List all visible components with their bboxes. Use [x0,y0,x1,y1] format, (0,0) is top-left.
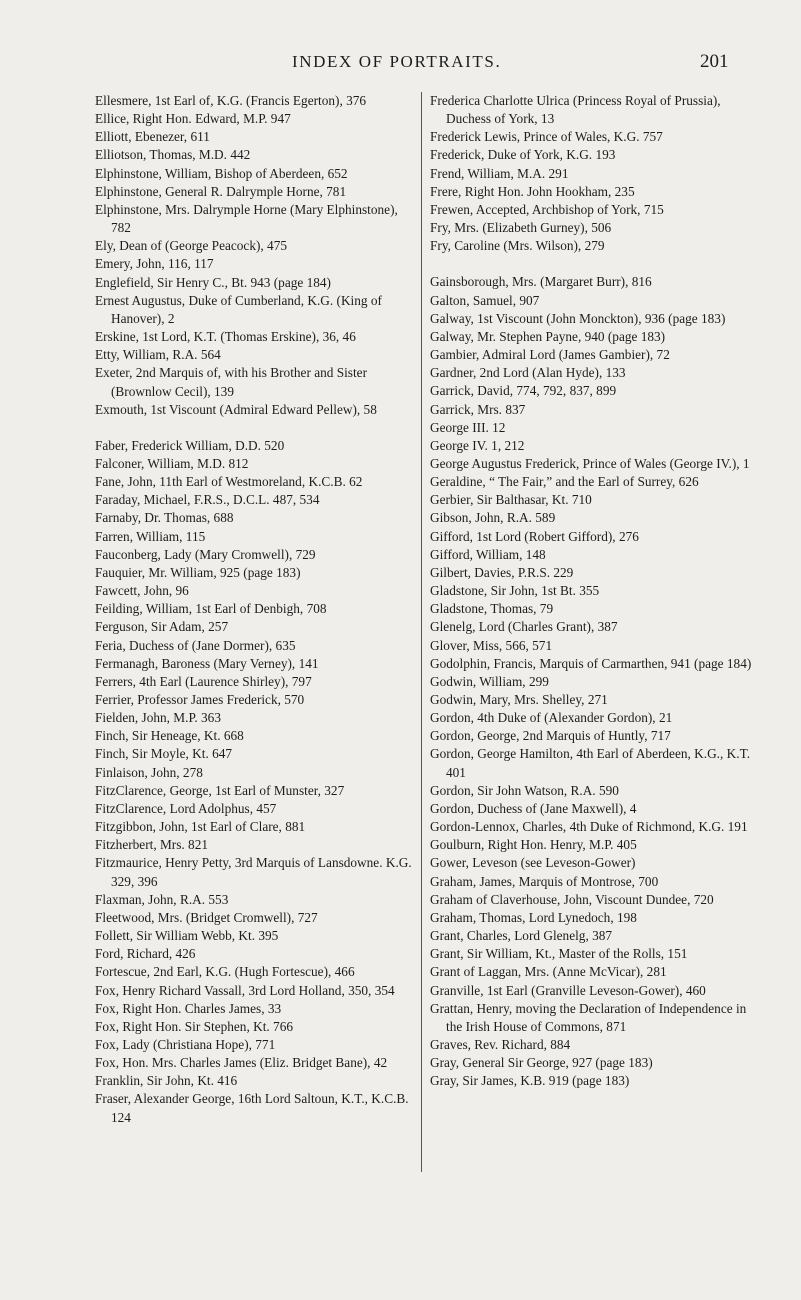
index-entry: Frederick Lewis, Prince of Wales, K.G. 757 [430,129,663,145]
index-entry: FitzClarence, Lord Adolphus, 457 [95,800,277,816]
index-entry: Godolphin, Francis, Marquis of Carmarthen, 941 (page 184) [430,655,752,671]
index-entry: Galway, Mr. Stephen Payne, 940 (page 183) [430,328,666,344]
index-entry: Ernest Augustus, Duke of Cumberland, K.G. (King of Hanover), 2 [95,292,382,326]
index-entry: Ferrers, 4th Earl (Laurence Shirley), 797 [95,673,312,689]
index-entry: Fane, John, 11th Earl of Westmoreland, K.C.B. 62 [95,474,363,490]
index-entry: Fawcett, John, 96 [95,583,189,599]
index-entry: Grant, Sir William, Kt., Master of the Rolls, 151 [430,946,688,962]
index-entry: Falconer, William, M.D. 812 [95,455,249,471]
index-entry: Grattan, Henry, moving the Declaration of Independence in the Irish House of Commons, 871 [430,1000,747,1034]
index-entry: Graham, Thomas, Lord Lynedoch, 198 [430,909,637,925]
index-entry: Fielden, John, M.P. 363 [95,710,221,726]
index-entry: Frend, William, M.A. 291 [430,165,569,181]
index-entry: Frederick, Duke of York, K.G. 193 [430,147,616,163]
index-entry: Farnaby, Dr. Thomas, 688 [95,510,234,526]
index-entry: Exmouth, 1st Viscount (Admiral Edward Pellew), 58 [95,401,377,417]
index-entry: Feria, Duchess of (Jane Dormer), 635 [95,637,296,653]
index-entry: Glenelg, Lord (Charles Grant), 387 [430,619,618,635]
index-entry: Fox, Hon. Mrs. Charles James (Eliz. Bridget Bane), 42 [95,1055,388,1071]
index-entry: Galway, 1st Viscount (John Monckton), 936 (page 183) [430,310,726,326]
index-entry: Englefield, Sir Henry C., Bt. 943 (page 184) [95,274,331,290]
index-entry: Finlaison, John, 278 [95,764,203,780]
index-entry: Emery, John, 116, 117 [95,256,214,272]
index-entry: Gilbert, Davies, P.R.S. 229 [430,564,574,580]
index-entry: Graham of Claverhouse, John, Viscount Dundee, 720 [430,891,714,907]
index-entry: Garrick, David, 774, 792, 837, 899 [430,383,617,399]
index-entry: Fox, Right Hon. Sir Stephen, Kt. 766 [95,1018,293,1034]
index-entry: Fitzherbert, Mrs. 821 [95,837,209,853]
index-entry: Gray, Sir James, K.B. 919 (page 183) [430,1073,630,1089]
index-entry: Gifford, 1st Lord (Robert Gifford), 276 [430,528,639,544]
index-column-right [430,92,760,1090]
index-entry: Gladstone, Sir John, 1st Bt. 355 [430,583,600,599]
section-gap [95,419,415,437]
index-entry: Fleetwood, Mrs. (Bridget Cromwell), 727 [95,909,318,925]
index-entry: Farren, William, 115 [95,528,206,544]
index-entry: Frederica Charlotte Ulrica (Princess Royal of Prussia), Duchess of York, 13 [430,93,721,127]
index-entry: Flaxman, John, R.A. 553 [95,891,229,907]
index-entry: Granville, 1st Earl (Granville Leveson-Gower), 460 [430,982,706,998]
index-entry: Ferrier, Professor James Frederick, 570 [95,692,305,707]
index-entry: Fauconberg, Lady (Mary Cromwell), 729 [95,546,316,562]
column-divider [421,92,422,1172]
index-entry: Gibson, John, R.A. 589 [430,510,556,526]
index-entry: George Augustus Frederick, Prince of Wales (George IV.), 1 [430,455,750,471]
index-entry: Galton, Samuel, 907 [430,292,540,308]
section-gap [430,255,760,273]
index-entry: Godwin, William, 299 [430,673,549,689]
index-entry: Elphinstone, William, Bishop of Aberdeen, 652 [95,165,348,181]
index-entry: Ellice, Right Hon. Edward, M.P. 947 [95,111,291,127]
index-entry: Gardner, 2nd Lord (Alan Hyde), 133 [430,365,626,381]
index-entry: Elphinstone, General R. Dalrymple Horne, 781 [95,183,347,199]
index-entry: Gambier, Admiral Lord (James Gambier), 72 [430,347,670,363]
index-entry: Gainsborough, Mrs. (Margaret Burr), 816 [430,274,652,290]
index-entry: Grant, Charles, Lord Glenelg, 387 [430,928,613,944]
page-number: 201 [700,51,729,72]
index-entry: Gordon, George Hamilton, 4th Earl of Aberdeen, K.G., K.T. 401 [430,746,751,780]
index-entry: George IV. 1, 212 [430,437,525,453]
index-entry: Faber, Frederick William, D.D. 520 [95,437,285,453]
index-entry: Finch, Sir Heneage, Kt. 668 [95,728,244,744]
index-entry: Garrick, Mrs. 837 [430,401,526,417]
index-entry: Gordon, Duchess of (Jane Maxwell), 4 [430,800,637,816]
page-header [0,52,801,82]
index-entry: Graham, James, Marquis of Montrose, 700 [430,873,659,889]
index-entry: Gower, Leveson (see Leveson-Gower) [430,855,636,871]
index-entry: Gordon, 4th Duke of (Alexander Gordon), 21 [430,710,673,726]
index-entry: Ford, Richard, 426 [95,946,196,962]
index-entry: Franklin, Sir John, Kt. 416 [95,1073,238,1089]
index-entry: Etty, William, R.A. 564 [95,347,221,363]
index-entry: Fermanagh, Baroness (Mary Verney), 141 [95,655,319,671]
index-entry: Gerbier, Sir Balthasar, Kt. 710 [430,492,592,508]
index-entry: Fitzgibbon, John, 1st Earl of Clare, 881 [95,819,306,835]
index-entry: Frere, Right Hon. John Hookham, 235 [430,183,635,199]
index-entry: Gladstone, Thomas, 79 [430,601,554,617]
index-entry: Frewen, Accepted, Archbishop of York, 715 [430,201,664,217]
index-entry: Geraldine, “ The Fair,” and the Earl of Surrey, 626 [430,474,699,490]
index-entry: Ely, Dean of (George Peacock), 475 [95,238,287,254]
index-entry: Follett, Sir William Webb, Kt. 395 [95,928,279,944]
index-entry: Fortescue, 2nd Earl, K.G. (Hugh Fortescue), 466 [95,964,355,980]
index-entry: Ellesmere, 1st Earl of, K.G. (Francis Egerton), 376 [95,93,367,108]
index-entry: Erskine, 1st Lord, K.T. (Thomas Erskine), 36, 46 [95,329,356,345]
index-entry: Elliott, Ebenezer, 611 [95,129,210,145]
index-entry: Ferguson, Sir Adam, 257 [95,619,229,635]
index-entry: Feilding, William, 1st Earl of Denbigh, 708 [95,601,327,617]
index-entry: Exeter, 2nd Marquis of, with his Brother and Sister (Brownlow Cecil), 139 [95,365,368,399]
index-entry: Fitzmaurice, Henry Petty, 3rd Marquis of Lansdowne. K.G. 329, 396 [95,855,412,889]
index-entry: Graves, Rev. Richard, 884 [430,1036,571,1052]
index-entry: Goulburn, Right Hon. Henry, M.P. 405 [430,837,637,853]
index-entry: Fox, Right Hon. Charles James, 33 [95,1000,282,1016]
index-entry: Elphinstone, Mrs. Dalrymple Horne (Mary Elphinstone), 782 [95,201,398,236]
index-entry: Gifford, William, 148 [430,546,546,562]
index-entry: Gordon, Sir John Watson, R.A. 590 [430,782,619,798]
index-entry: FitzClarence, George, 1st Earl of Munster, 327 [95,782,345,798]
index-entry: Elliotson, Thomas, M.D. 442 [95,147,251,163]
index-entry: Fox, Henry Richard Vassall, 3rd Lord Holland, 350, 354 [95,982,395,998]
index-entry: Finch, Sir Moyle, Kt. 647 [95,746,233,762]
index-entry: Grant of Laggan, Mrs. (Anne McVicar), 281 [430,964,667,980]
index-entry: Fauquier, Mr. William, 925 (page 183) [95,564,301,580]
index-entry: Fox, Lady (Christiana Hope), 771 [95,1036,276,1052]
index-entry: Fraser, Alexander George, 16th Lord Saltoun, K.T., K.C.B. 124 [95,1091,409,1125]
index-entry: Fry, Mrs. (Elizabeth Gurney), 506 [430,220,612,236]
index-entry: Faraday, Michael, F.R.S., D.C.L. 487, 534 [95,492,320,508]
index-entry: Gray, General Sir George, 927 (page 183) [430,1055,653,1071]
index-entry: George III. 12 [430,419,506,435]
page-title: INDEX OF PORTRAITS. [292,52,502,71]
index-column-left [95,92,415,1127]
index-entry: Fry, Caroline (Mrs. Wilson), 279 [430,238,605,254]
index-entry: Gordon-Lennox, Charles, 4th Duke of Richmond, K.G. 191 [430,819,748,835]
index-entry: Gordon, George, 2nd Marquis of Huntly, 717 [430,728,671,744]
index-entry: Godwin, Mary, Mrs. Shelley, 271 [430,692,608,707]
index-entry: Glover, Miss, 566, 571 [430,637,553,653]
